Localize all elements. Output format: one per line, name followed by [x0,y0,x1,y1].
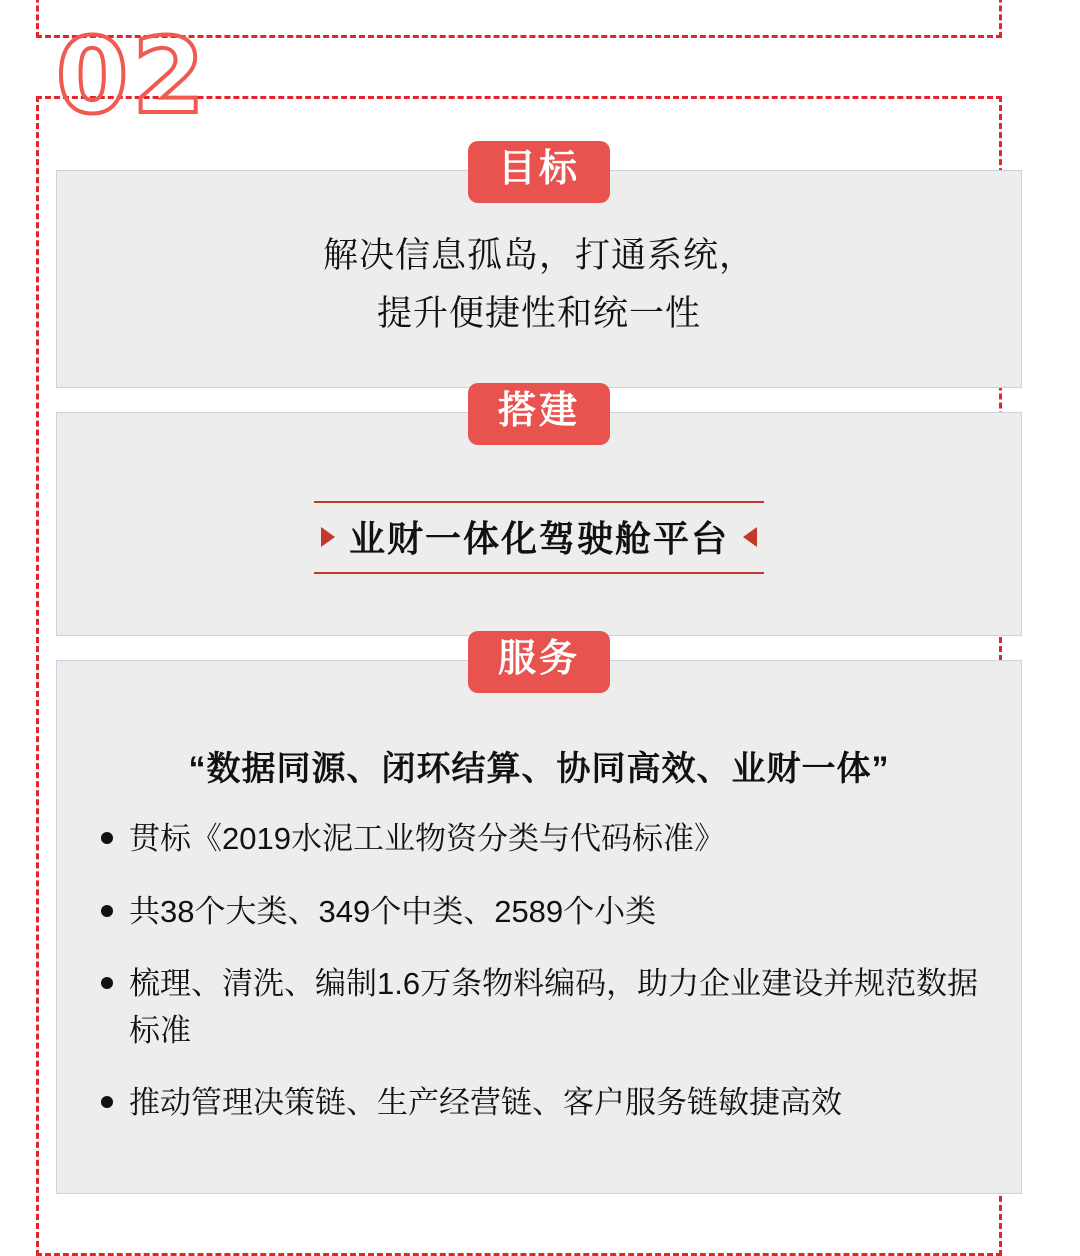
card-goal [56,148,1022,388]
list-item-text: 梳理、清洗、编制1.6万条物料编码，助力企业建设并规范数据标准 [129,966,979,1048]
list-item-text: 贯标《2019水泥工业物资分类与代码标准》 [129,821,725,856]
card-build [56,390,1022,636]
list-item-text: 共38个大类、349个中类、2589个小类 [129,893,657,929]
build-highlight-box [314,501,764,574]
goal-line-2: 提升便捷性和统一性 [376,293,701,333]
list-item [87,961,991,1054]
bullet-dot-icon [101,832,113,844]
card-badge-goal: 目标 [468,141,610,203]
list-item-text: 推动管理决策链、生产经营链、客户服务链敏捷高效 [129,1085,842,1120]
card-service [56,638,1022,1194]
service-quote: “数据同源、闭环结算、协同高效、业财一体” [188,750,890,788]
section-number: 02 [56,15,209,137]
triangle-left-icon [743,527,757,547]
build-highlight-text: 业财一体化驾驶舱平台 [348,518,729,559]
card-badge-service: 服务 [468,631,610,693]
bullet-dot-icon [101,1096,113,1108]
bullet-dot-icon [101,977,113,989]
list-item [87,889,991,936]
list-item [87,1080,991,1127]
bullet-dot-icon [101,905,113,917]
list-item [87,816,991,863]
goal-line-1: 解决信息孤岛，打通系统， [322,236,755,275]
content-column [56,148,1022,1218]
triangle-right-icon [321,527,335,547]
card-badge-build: 搭建 [468,383,610,445]
